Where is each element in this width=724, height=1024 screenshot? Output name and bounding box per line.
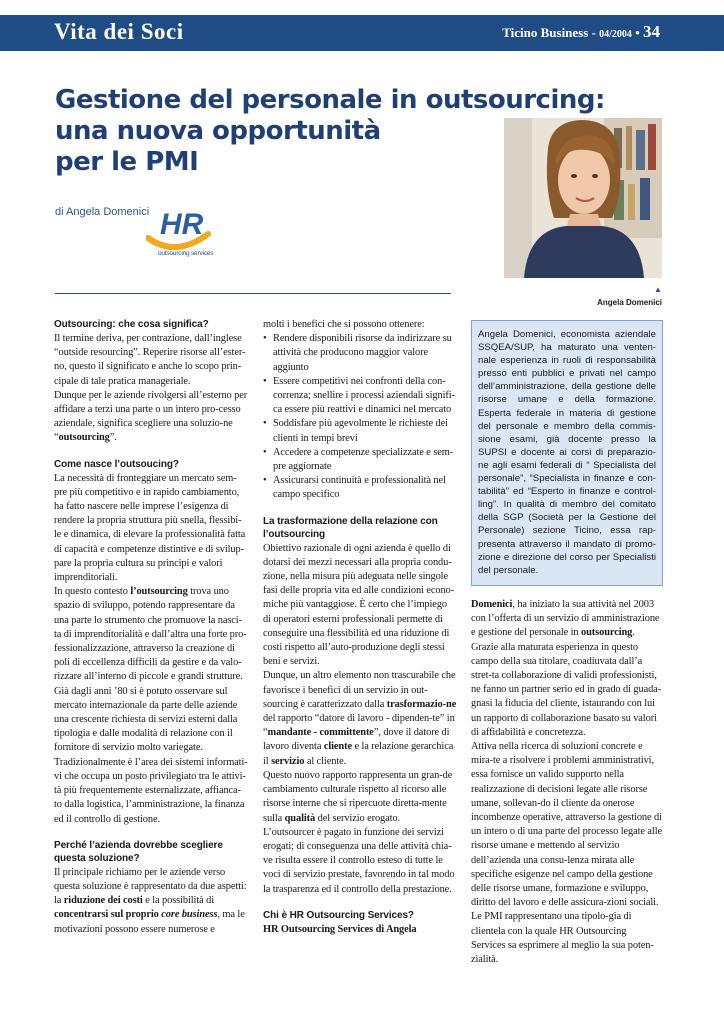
paragraph: HR Outsourcing Services di Angela [263,923,417,935]
subheading: Outsourcing: che cosa significa? [54,319,209,330]
paragraph: L’outsourcer è pagato in funzione dei servizi erogati; di conseguenza una delle attività chia-ve risulta essere il controllo esteso di tutte le voci di servizio prestate, favorendo in tal modo la trasparenza ed il controllo della prestazione. [263,826,455,895]
paragraph: molti i benefici che si possono ottenere: [263,319,425,330]
paragraph: Il principale richiamo per le aziende verso questa soluzione è rappresentato da due aspetti: la riduzione dei costi e la possibilità di concentrarsi sul proprio core business, ma le motivazioni possono essere numerose e [54,866,247,935]
subheading: Perché l’azienda dovrebbe scegliere questa soluzione? [54,839,223,864]
paragraph: Già dagli anni ’80 si è potuto osservare sul mercato internazionale da parte delle aziende una crescente richiesta di servizi esterni dalla tipologia e dalle modalità di relazione con il fornitore di servizio molto variegate. Tradizionalmente è l’area dei sistemi informati-vi che occupa un posto privilegiato tra le attivi-tà più frequentemente esternalizzate, affianca-to dalla logistica, l’amministrazione, la finanza ed il controllo di gestione. [54,685,248,825]
list-item: • Rendere disponibili risorse da indirizzare su attività che producono maggior valore aggiunto [263,332,457,375]
article-title [55,85,605,178]
benefits-list [263,332,457,502]
separator: - [588,25,600,40]
subheading: La trasformazione della relazione con l’outsourcing [263,515,438,540]
portrait-illustration [504,118,662,278]
title-line-2: una nuova opportunità [55,116,381,146]
title-divider [55,293,451,294]
section-title: Vita dei Soci [54,19,184,44]
paragraph: La necessità di fronteggiare un mercato sem-pre più competitivo e in rapido cambiamento, ha fatto nascere nelle imprese l’esigenza di rendere la propria struttura più snella, flessibi-le e dinamica, di elevare la professionalità fatta di capacità e competenze distintive e di svilup-pare la propria cultura su principi e valori imprenditoriali. [54,472,246,584]
byline: di Angela Domenici [55,206,150,218]
paragraph: Obiettivo razionale di ogni azienda è quello di dotarsi dei mezzi necessari alla propria condu-zione, nella misura più adeguata nelle singole fasi delle propria vita ed alle condizioni econo-miche più vantaggiose. È certo che l’impiego di operatori esterni professionali permette di conseguire una flessibilità ed una riduzione di costi rispetto all’auto-produzione degli stessi beni e servizi. [263,542,455,668]
title-line-3: per le PMI [55,147,199,177]
article-column-3 [471,598,663,967]
list-item: • Assicurarsi continuità e professionalità nel campo specifico [263,474,457,502]
portrait-photo [504,118,662,278]
paragraph: Il termine deriva, per contrazione, dall’inglese “outside resourcing”. Reperire risorse all’ester-no, questo il significato e anche lo scopo prin-cipale di tale pratica manageriale. [54,333,246,387]
author-bio-box: Angela Domenici, economista aziendale SSQEA/SUP, ha maturato una venten-nale esperienza in ruoli di responsabilità presso enti pubblici e privati nel campo dell’amministrazione, della gestione delle risorse umane e della formazione. Esperta federale in materia di gestione del personale e membro della commis-sione esami, già docente presso la SUPSI e docente ai corsi di preparazio-ne agli esami federali di “ Specialista del personale”, “Specialista in finanze e con-tabilità” ed “Esperto in finanze e control-ling”. In qualità di membro del comitato della SGP (Società per la Gestione del Personale) sezione Ticino, essa rap-presenta attraverso il mandato di promo-zione e direzione del corso per Specialisti del personale. [471,320,663,586]
paragraph: Domenici, ha iniziato la sua attività nel 2003 con l’offerta di un servizio di amministrazione e gestione del personale in outsourcing. Grazie alla maturata esperienza in questo campo della sua titolare, coadiuvata dall’a stret-ta collaborazione di validi professionisti, ne fanno un partner serio ed in grado di guada-gnasi la fiducia del cliente, istaurando con lui un rapporto di collaborazione basato su valori di affidabilità e concretezza. [471,599,662,738]
article-column-1 [54,318,248,937]
logo-subtitle: outsourcing services [158,250,214,257]
issue-date: 04/2004 [599,29,632,40]
publication-name: Ticino Business [502,25,589,40]
bullet-separator: • [631,25,643,40]
paragraph: In questo contesto l’outsourcing trova uno spazio di sviluppo, potendo rappresentare da una parte lo strumento che promuove la nasci-ta di imprenditorialità e dall’altra una forte pro-fessionalizzazione, attraverso la creazione di poli di eccellenza difficili da gestire e da valo-rizzare all’interno di piccole e grandi strutture. [54,586,247,683]
issue-line [502,22,660,42]
list-item: • Essere competitivi nei confronti della con-correnza; snellire i processi aziendali signifi-ca essere più reattivi e dinamici nel mercato [263,375,457,418]
paragraph: Questo nuovo rapporto rappresenta un gran-de cambiamento culturale rispetto al ricorso alle risorse interne che si ripercuote diretta-mente sulla qualità del servizio erogato. [263,769,453,824]
title-line-1: Gestione del personale in outsourcing: [55,85,605,115]
list-item: • Accedere a competenze specializzate e sem-pre aggiornate [263,446,457,474]
caption-arrow-icon: ▲ [654,285,662,294]
paragraph: Dunque, un altro elemento non trascurabile che favorisce i benefici di un servizio in out-sourcing è caratterizzato dalla trasformazio-ne del rapporto “datore di lavoro - dipenden-te” in “mandante - committente”, dove il datore di lavoro diventa cliente e la relazione gerarchica il servizio al cliente. [263,670,457,767]
subheading: Chi è HR Outsourcing Services? [263,909,414,921]
photo-caption: Angela Domenici [597,298,662,307]
logo-letters: HR [160,208,204,241]
list-item: • Soddisfare più agevolmente le richieste dei clienti in tempi brevi [263,417,457,445]
subheading: Come nasce l’outsoucing? [54,458,179,470]
page-number: 34 [643,22,660,41]
article-column-2 [263,318,457,937]
paragraph: Dunque per le aziende rivolgersi all’esterno per affidare a terzi una parte o un intero pro-cesso aziendale, significa scegliere una soluzio-ne “outsourcing”. [54,389,248,444]
paragraph: Attiva nella ricerca di soluzioni concrete e mira-te a risolvere i problemi amministrativi, essa fornisce un valido supporto nella realizzazione di decisioni legate alle risorse umane, sollevan-do il cliente da onerose incombenze operative, attraverso la gestione di un intero o di una parte del processo legate alle risorse umane e mettendo al servizio dell’azienda una consu-lenza mirata alle specifiche esigenze nel campo della gestione delle risorse umane, formazione e sviluppo, diritto del lavoro e delle assicura-zioni sociali. Le PMI rappresentano una tipolo-gia di clientela con la quale HR Outsourcing Services sa esprimere al meglio la sua poten-zialità. [471,741,663,966]
